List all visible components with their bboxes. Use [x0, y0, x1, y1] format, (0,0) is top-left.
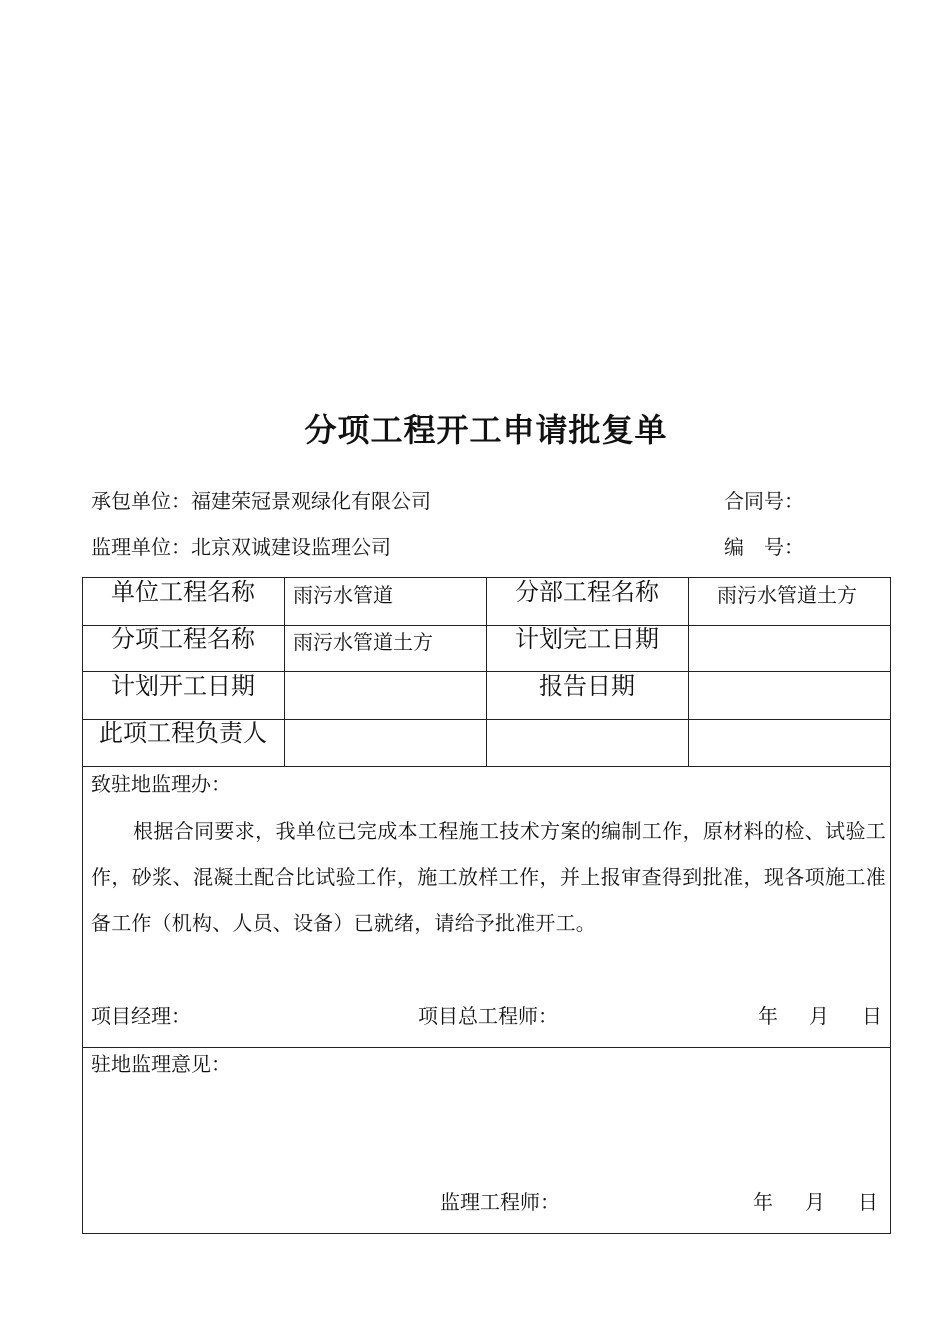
application-date-month: 月: [809, 1004, 829, 1028]
application-date-year: 年: [758, 1004, 778, 1028]
item-project-label: 分项工程名称: [111, 625, 255, 653]
supervisor-line: 监理单位：北京双诚建设监理公司: [91, 535, 391, 559]
supervision-opinion-label: 驻地监理意见：: [91, 1052, 231, 1076]
supervision-date-month: 月: [805, 1190, 825, 1214]
sub-project-label: 分部工程名称: [515, 578, 659, 606]
item-project-value: 雨污水管道土方: [293, 630, 433, 654]
supervision-date-day: 日: [858, 1190, 878, 1214]
page-title: 分项工程开工申请批复单: [304, 411, 668, 449]
column-divider: [284, 577, 285, 767]
report-date-label: 报告日期: [539, 672, 635, 700]
project-manager-label: 项目经理：: [91, 1004, 191, 1028]
supervision-date-year: 年: [753, 1190, 773, 1214]
section-divider: [82, 1047, 891, 1048]
unit-project-label: 单位工程名称: [111, 578, 255, 606]
application-date-day: 日: [862, 1004, 882, 1028]
planned-finish-label: 计划完工日期: [515, 625, 659, 653]
unit-project-value: 雨污水管道: [293, 583, 393, 607]
addressee: 致驻地监理办：: [91, 772, 231, 796]
supervising-engineer-label: 监理工程师：: [440, 1190, 560, 1214]
contractor-line: 承包单位：福建荣冠景观绿化有限公司: [91, 489, 431, 513]
responsible-person-label: 此项工程负责人: [99, 719, 267, 747]
planned-start-label: 计划开工日期: [111, 672, 255, 700]
chief-engineer-label: 项目总工程师：: [418, 1004, 558, 1028]
contract-number-label: 合同号：: [724, 489, 804, 513]
sub-project-value: 雨污水管道土方: [717, 583, 857, 607]
column-divider: [688, 577, 689, 767]
application-body: 根据合同要求，我单位已完成本工程施工技术方案的编制工作，原材料的检、试验工作，砂浆、混凝土配合比试验工作，施工放样工作，并上报审查得到批准，现各项施工准备工作（机构、人员、设备）已就绪，请给予批准开工。: [91, 819, 886, 935]
serial-number-label: 编 号：: [724, 535, 804, 559]
column-divider: [486, 577, 487, 767]
